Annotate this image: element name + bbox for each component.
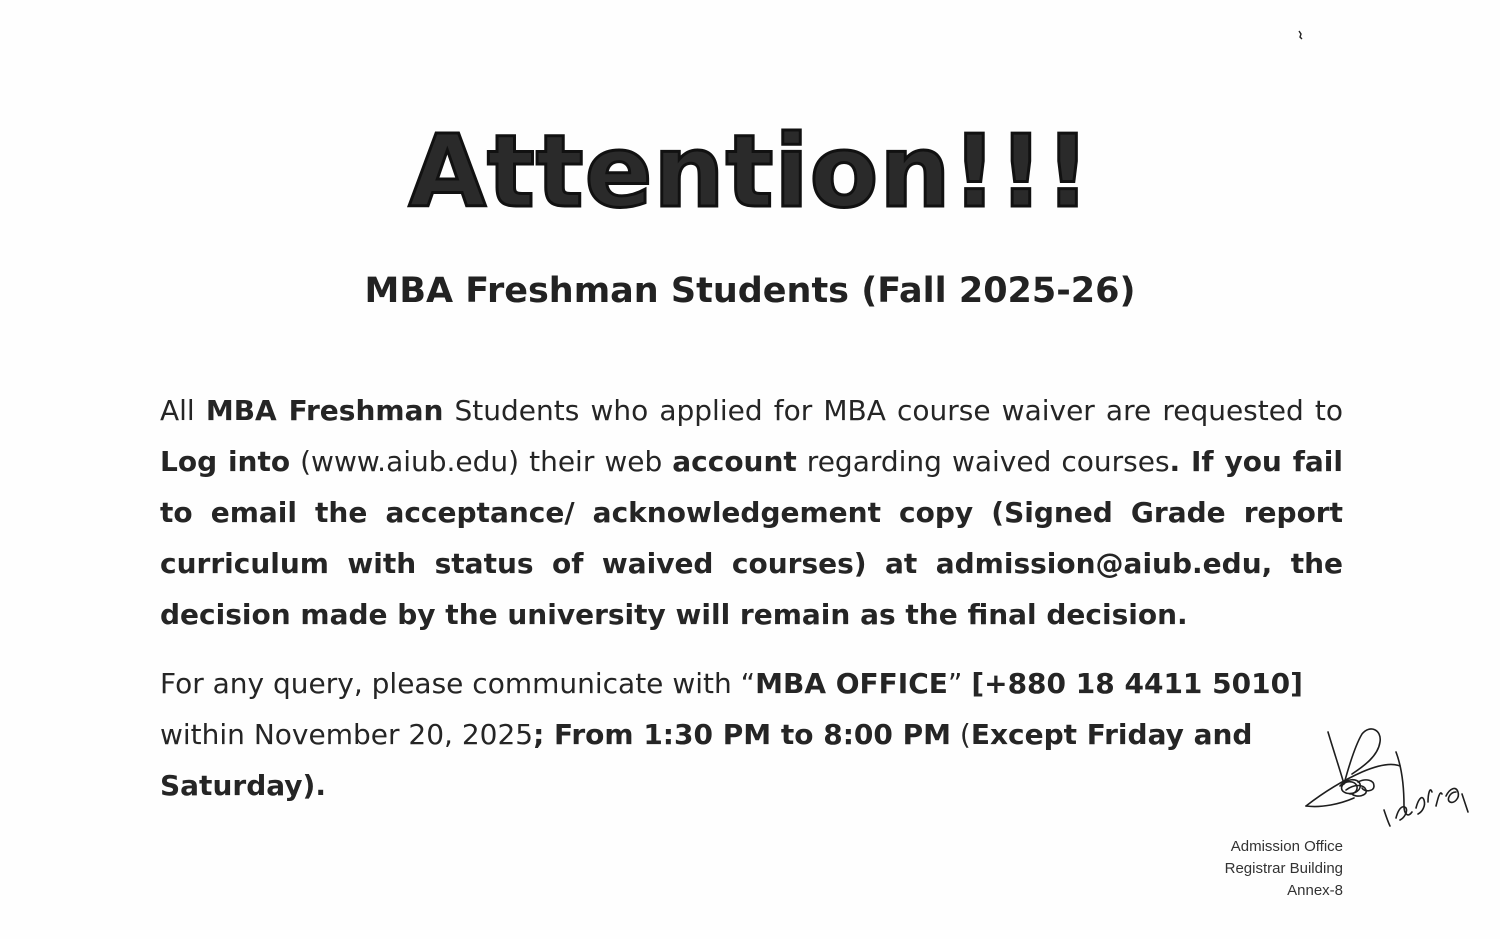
p2-bold-except-days: Except Friday and Saturday). bbox=[160, 718, 1253, 802]
p1-text-3: (www.aiub.edu) their web bbox=[290, 445, 673, 478]
p2-text-1: For any query, please communicate with “ bbox=[160, 667, 756, 700]
p1-text-2: Students who applied for MBA course waiver are requested to bbox=[443, 394, 1343, 427]
handwritten-signature bbox=[1300, 722, 1475, 832]
p1-bold-account: account bbox=[672, 445, 797, 478]
p2-text-2: ” bbox=[947, 667, 972, 700]
headline: Attention!!! bbox=[408, 113, 1092, 230]
p1-text-1: All bbox=[160, 394, 206, 427]
p2-text-4: ( bbox=[951, 718, 971, 751]
p2-bold-phone: [+880 18 4411 5010] bbox=[971, 667, 1303, 700]
office-line-2: Registrar Building bbox=[1224, 860, 1343, 877]
p1-bold-warning: . If you fail to email the acceptance/ acknowledgement copy (Signed Grade report curriculum with status of waived courses) at admission@aiub.edu, the decision made by the university will remain as the final decision. bbox=[160, 445, 1343, 631]
p2-bold-hours: ; From 1:30 PM to 8:00 PM bbox=[533, 718, 951, 751]
office-address bbox=[1225, 836, 1343, 902]
p1-bold-log-into: Log into bbox=[160, 445, 291, 478]
waiver-paragraph bbox=[160, 385, 1343, 640]
scan-speck bbox=[1298, 30, 1303, 42]
p1-bold-mba-freshman: MBA Freshman bbox=[205, 394, 444, 427]
p2-bold-mba-office: MBA OFFICE bbox=[755, 667, 948, 700]
office-line-1: Admission Office bbox=[1230, 838, 1343, 855]
p2-text-3: within November 20, 2025 bbox=[160, 718, 534, 751]
query-paragraph bbox=[160, 658, 1343, 811]
office-line-3: Annex-8 bbox=[1287, 882, 1343, 899]
p1-text-4: regarding waived courses bbox=[796, 445, 1170, 478]
subtitle: MBA Freshman Students (Fall 2025-26) bbox=[364, 271, 1136, 311]
